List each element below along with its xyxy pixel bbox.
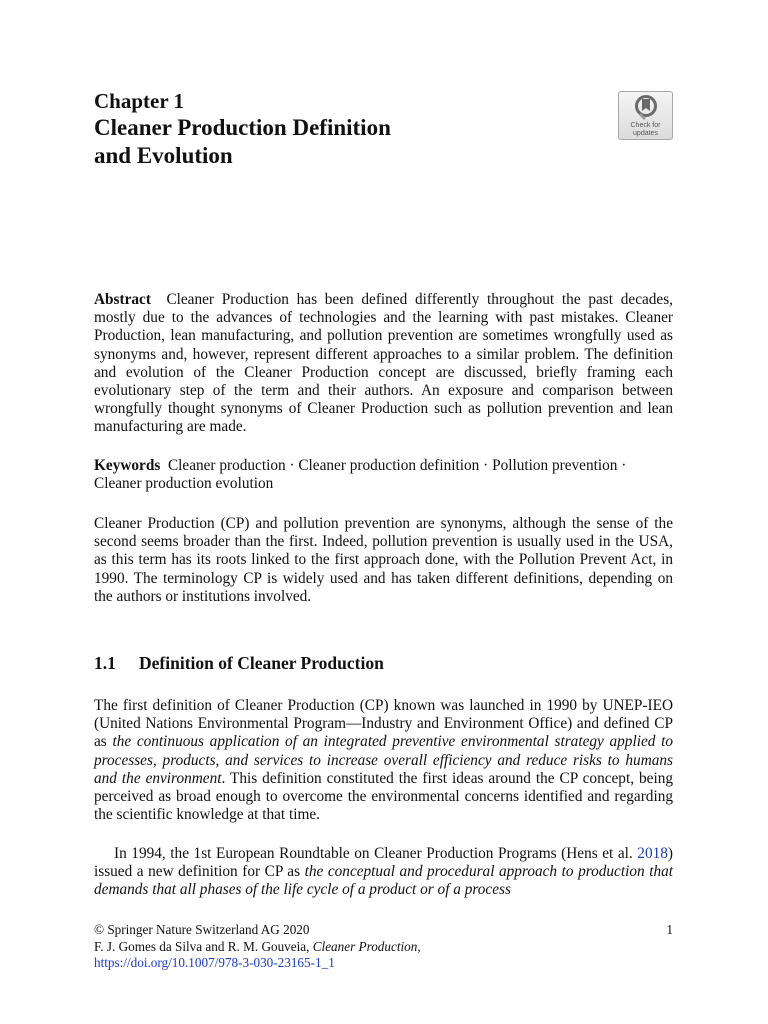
citation-link[interactable]: 2018 xyxy=(637,845,668,862)
abstract-label: Abstract xyxy=(94,291,151,308)
keywords-label: Keywords xyxy=(94,457,161,474)
chapter-title xyxy=(94,114,574,170)
copyright-notice: © Springer Nature Switzerland AG 2020 xyxy=(94,922,310,937)
badge-text-line-1: Check for xyxy=(630,122,661,129)
section-number: 1.1 xyxy=(94,653,116,673)
check-for-updates-icon xyxy=(634,95,658,121)
roundtable-paragraph xyxy=(94,845,673,900)
section-heading xyxy=(94,652,384,674)
page-footer xyxy=(94,922,673,972)
roundtable-text-start: In 1994, the 1st European Roundtable on Cleaner Production Programs (Hens et al. xyxy=(114,845,638,862)
book-title: Cleaner Production xyxy=(312,938,418,954)
chapter-title-line-1: Cleaner Production Definition xyxy=(94,115,391,140)
keywords-text: Cleaner production · Cleaner production definition · Pollution prevention · Cleaner production evolution xyxy=(94,457,627,493)
chapter-title-line-2: and Evolution xyxy=(94,143,233,168)
roundtable-text-middle: ) issued a new definition for CP as xyxy=(94,845,673,881)
definition-text-end: . This definition constituted the first ideas around the CP concept, being perceived as broad enough to overcome the environmental concerns identified and regarding the scientific knowledge at that time. xyxy=(94,769,673,824)
doi-link[interactable]: https://doi.org/10.1007/978-3-030-23165-1_1 xyxy=(94,955,335,970)
chapter-label: Chapter 1 xyxy=(94,89,185,113)
roundtable-quote: the conceptual and procedural approach to production that demands that all phases of the life cycle of a product or of a process xyxy=(94,863,673,899)
definition-paragraph xyxy=(94,697,673,824)
abstract-paragraph xyxy=(94,291,673,437)
intro-paragraph: Cleaner Production (CP) and pollution prevention are synonyms, although the sense of the second seems broader than the first. Indeed, pollution prevention is usually used in the USA, as this term has its roots linked to the first approach done, with the Pollution Prevent Act, in 1990. The terminology CP is widely used and has taken different definitions, depending on the authors or institutions involved. xyxy=(94,515,673,605)
keywords-paragraph xyxy=(94,457,673,493)
check-for-updates-badge[interactable] xyxy=(618,91,673,140)
definition-quote: the continuous application of an integrated preventive environmental strategy applied to processes, products, and services to increase overall efficiency and reduce risks to humans and the environment xyxy=(94,733,673,787)
page-number: 1 xyxy=(666,922,673,937)
authors: F. J. Gomes da Silva and R. M. Gouveia, xyxy=(94,938,313,954)
badge-text-line-2: updates xyxy=(633,130,658,137)
section-title: Definition of Cleaner Production xyxy=(139,653,384,673)
abstract-text: Cleaner Production has been defined differently throughout the past decades, mostly due to the advances of technologies and the learning with past mistakes. Cleaner Production, lean manufacturing, and pollution prevention are sometimes wrongfully used as synonyms and, however, represent different approaches to a similar problem. The definition and evolution of the Cleaner Production concept are discussed, briefly framing each evolutionary step of the term and their authors. An exposure and comparison between wrongfully thought synonyms of Cleaner Production such as pollution prevention and lean manufacturing are made. xyxy=(94,291,673,436)
definition-text-start: The first definition of Cleaner Production (CP) known was launched in 1990 by UNEP-IEO (United Nations Environmental Program—Industry and Environment Office) and defined CP as xyxy=(94,697,673,751)
footer-comma: , xyxy=(417,938,421,954)
